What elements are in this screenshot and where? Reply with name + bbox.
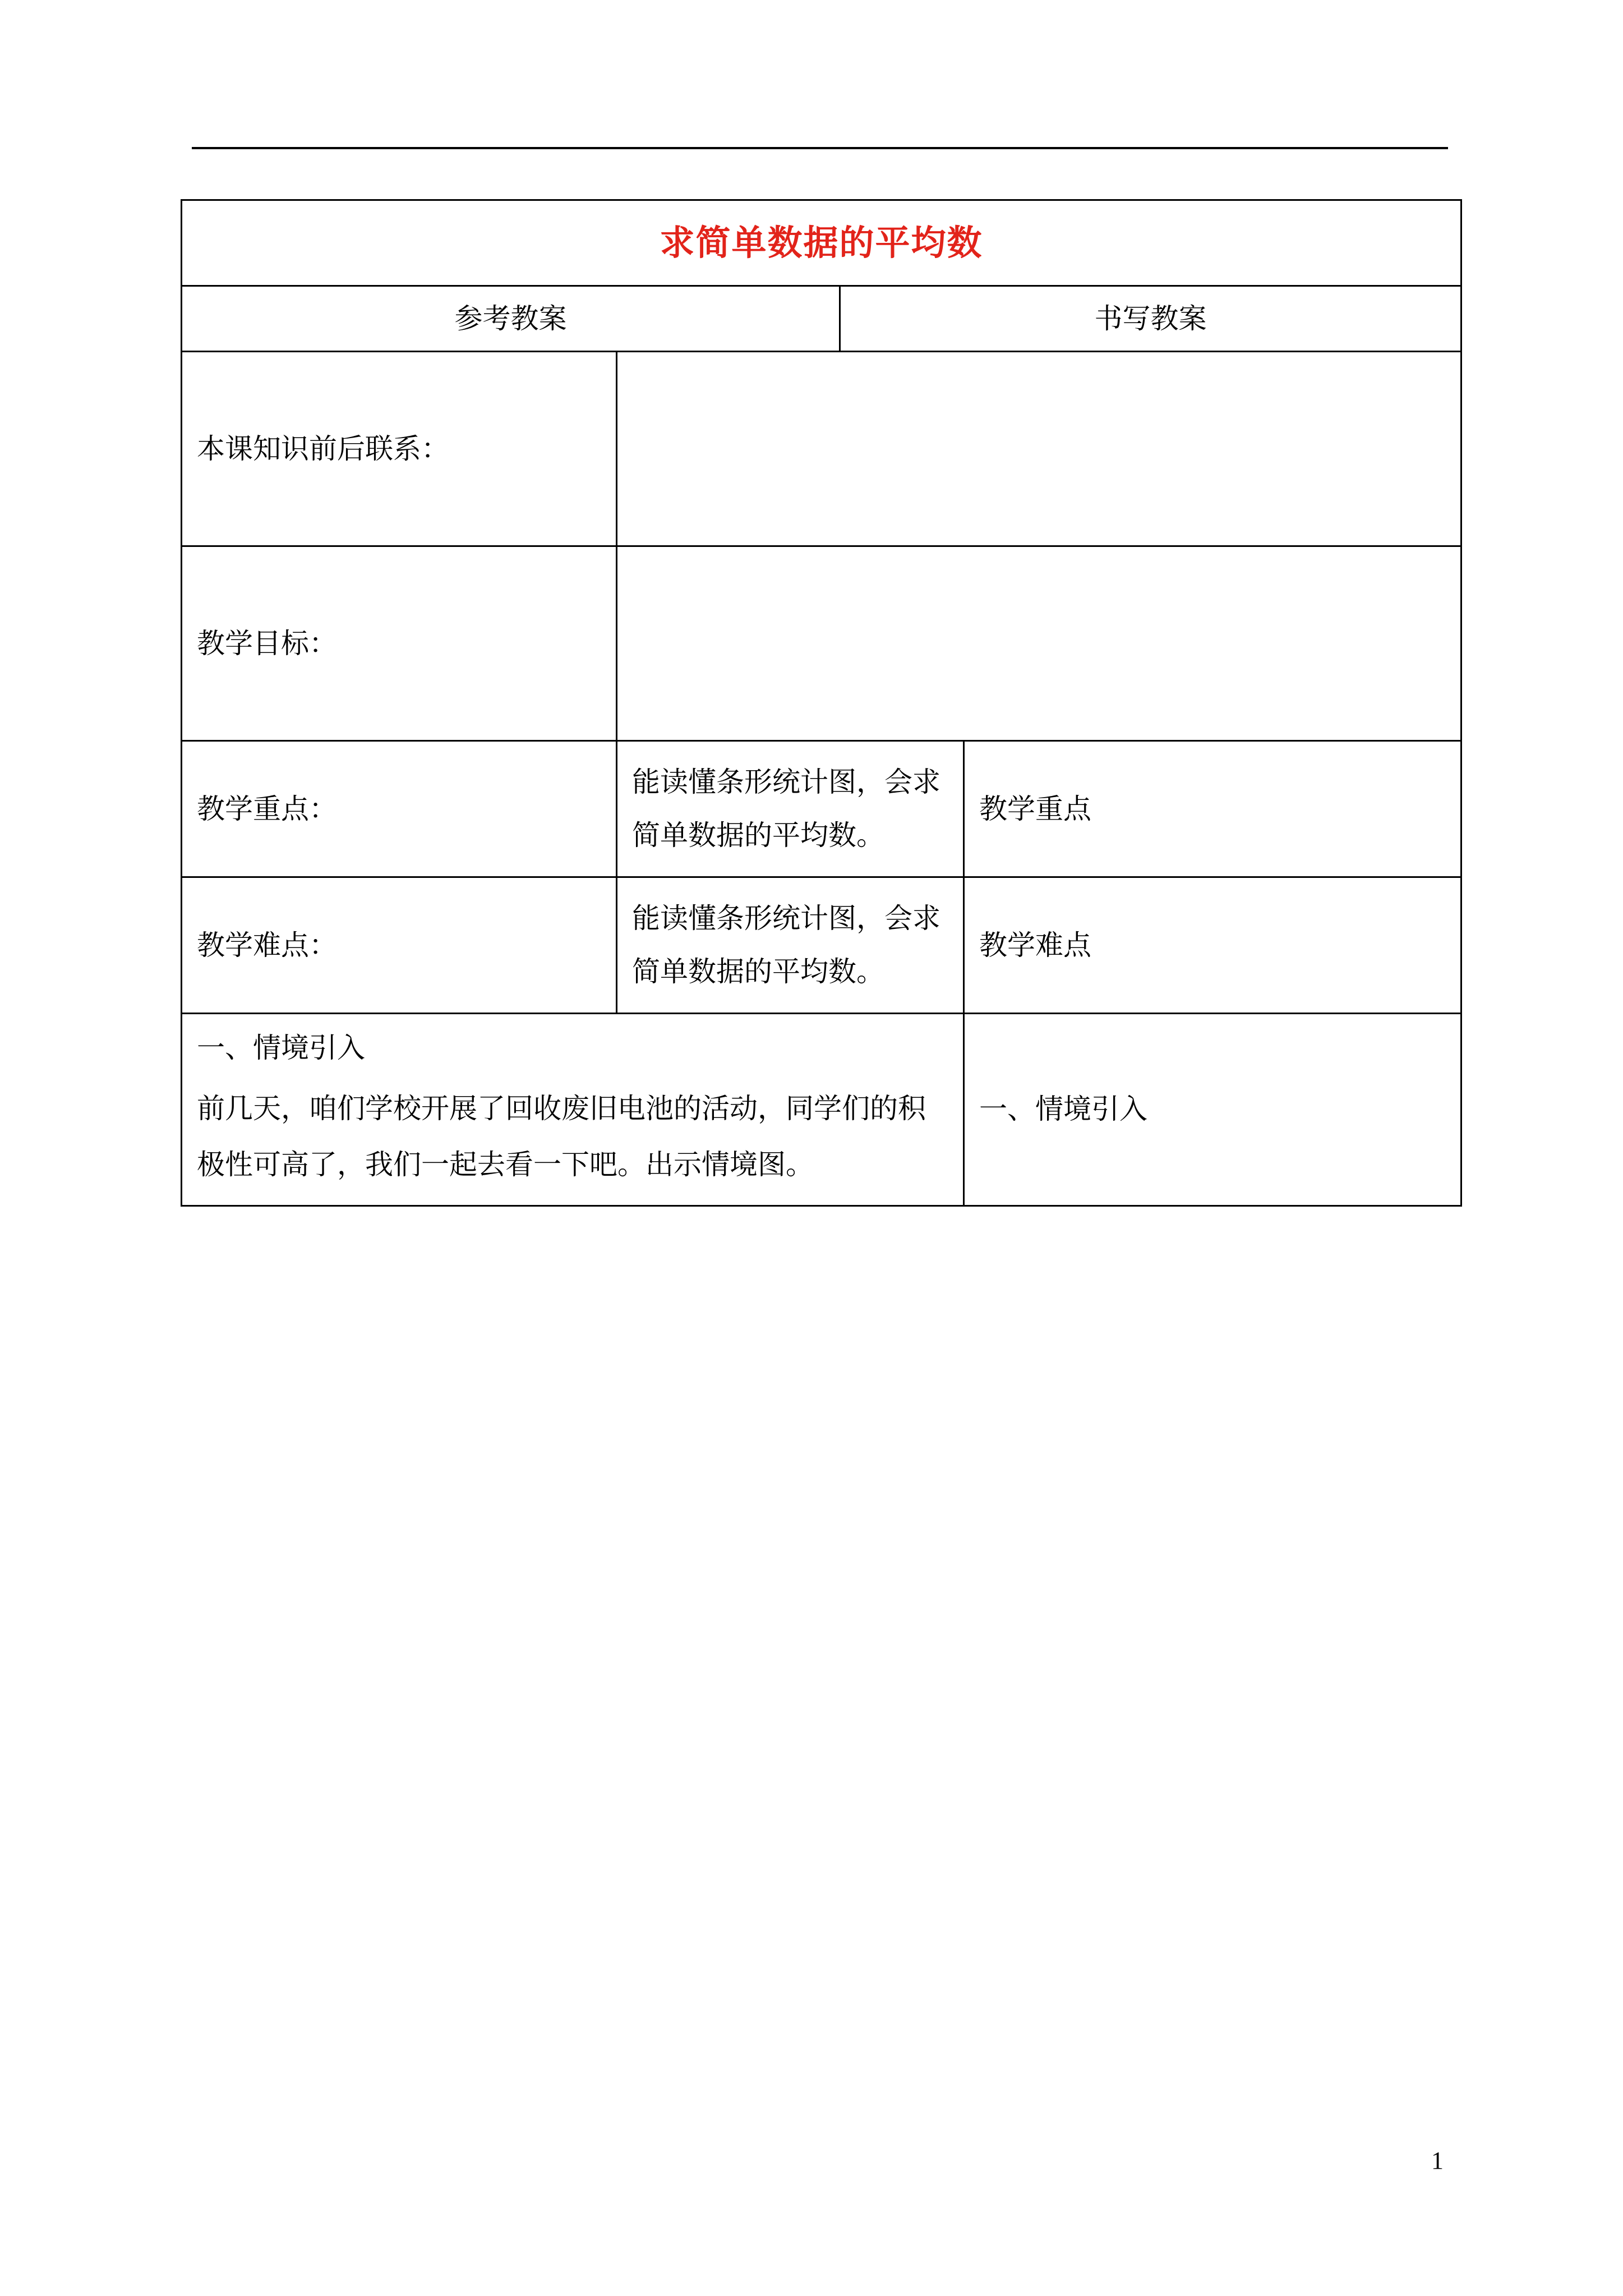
key-point-note: 教学重点: [964, 741, 1461, 877]
intro-body: 前几天，咱们学校开展了回收废旧电池的活动，同学们的积极性可高了，我们一起去看一下吧。出示情境图。: [197, 1092, 926, 1181]
writing-plan-header: 书写教案: [840, 286, 1461, 352]
reference-plan-header: 参考教案: [182, 286, 840, 352]
header-rule: [192, 147, 1448, 149]
key-point-content: 能读懂条形统计图，会求简单数据的平均数。: [617, 741, 964, 877]
page-title: 求简单数据的平均数: [182, 200, 1461, 286]
teaching-goal-content: [617, 546, 1461, 741]
knowledge-link-label: 本课知识前后联系：: [182, 352, 617, 546]
difficulty-label: 教学难点：: [182, 877, 617, 1014]
knowledge-link-content: [617, 352, 1461, 546]
intro-note-heading: 一、情境引入: [979, 1093, 1147, 1126]
intro-note-cell: [964, 1014, 1461, 1206]
intro-heading: 一、情境引入: [197, 1032, 365, 1065]
page-number: 1: [1431, 2147, 1444, 2174]
teaching-goal-label: 教学目标：: [182, 546, 617, 741]
intro-cell: [182, 1014, 964, 1206]
lesson-plan-table: [181, 199, 1462, 1207]
difficulty-note: 教学难点: [964, 877, 1461, 1014]
difficulty-content: 能读懂条形统计图，会求简单数据的平均数。: [617, 877, 964, 1014]
key-point-label: 教学重点：: [182, 741, 617, 877]
